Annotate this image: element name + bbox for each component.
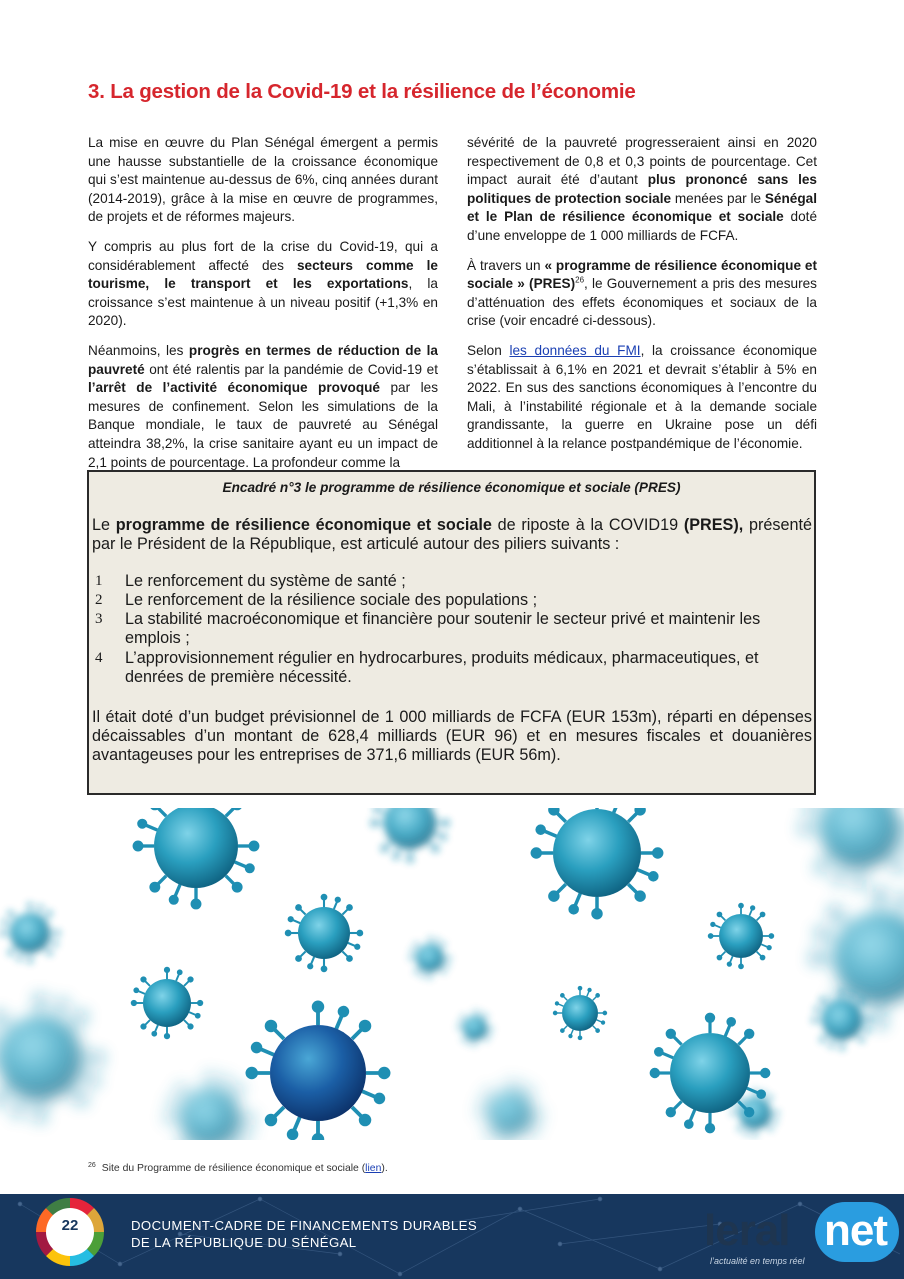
paragraph: À travers un « programme de résilience économique et sociale » (PRES)$^{26}$, le Gouvernement a pris des mesures d’atténuation des effets économiques et sociaux de la crise (voir encadré ci-dessous). [467,257,818,329]
paragraph: La mise en œuvre du Plan Sénégal émergent a permis une hausse substantielle de la croissance économique qui s’est maintenue au-dessus de 6%, cinq années durant (2014-2019), grâce à la mise en œuvre de programmes, de projets et de réformes majeurs. [88,135,438,225]
paragraph: Néanmoins, les progrès en termes de réduction de la pauvreté ont été ralentis par la pandémie de Covid-19 et l’arrêt de l’activité économique provoqué par les mesures de confinement. Selon les simulations de la Banque mondiale, le taux de pauvreté au Sénégal atteindra 38,2%, la crise sanitaire ayant eu un impact de 2,1 points de pourcentage. La profondeur comme la [88,342,438,470]
footnote-link[interactable]: lien [365,1163,382,1174]
left-column [88,134,438,483]
footnote-ref[interactable]: 26 [575,275,585,285]
footnote: $^{26}$ Site du Programme de résilience économique et sociale (lien). [88,1161,388,1174]
leral-logo: leral net l’actualité en temps réel [704,1200,904,1279]
paragraph: Selon les données du FMI, la croissance économique s’établissait à 6,1% en 2021 et devrait s’établir à 5% en 2022. En sus des sanctions économiques à l’encontre du Mali, à l’instabilité régionale et à la demande sociale grandissante, la guerre en Ukraine pose un défi additionnel à la relance postpandémique de l’économie. [467,342,817,451]
footer-title: DOCUMENT-CADRE DE FINANCEMENTS DURABLES DE LA RÉPUBLIQUE DU SÉNÉGAL [131,1218,478,1250]
imf-data-link[interactable]: les données du FMI [509,342,641,358]
box-budget: Il était doté d’un budget prévisionnel de 1 000 milliards de FCFA (EUR 153m), réparti en dépenses décaissables d’un montant de 628,4 milliards (EUR 96) et en mesures fiscales et douanières avantageuses pour les entreprises de 371,6 milliards (EUR 56m). [92,708,812,765]
box-intro: Le programme de résilience économique et sociale de riposte à la COVID19 (PRES), présenté par le Président de la République, est articulé autour des piliers suivants : [92,516,812,554]
paragraph: sévérité de la pauvreté progresseraient ainsi en 2020 respectivement de 0,8 et 0,3 points de pourcentage. Cet impact aurait été d’autant plus prononcé sans les politiques de protection sociale menées par le Sénégal et le Plan de résilience économique et sociale doté d’une enveloppe de 1 000 milliards de FCFA. [467,135,818,243]
right-column [467,134,817,465]
page-footer [0,1194,904,1279]
coronavirus-image [0,808,904,1140]
section-heading: 3. La gestion de la Covid-19 et la résilience de l’économie [88,80,636,103]
virus-illustration [0,808,904,1140]
page-number: 22 [61,1217,79,1234]
box-title: Encadré n°3 le programme de résilience économique et sociale (PRES) [222,480,681,495]
pres-box: Encadré n°3 le programme de résilience économique et sociale (PRES) Le programme de résilience économique et sociale de riposte à la COVID19 (PRES), présenté par le Président de la République, est articulé autour des piliers suivants : 1 Le renforcement du système de santé ; 2 Le renforcement de la résilience sociale des populations ; 3 La stabilité macroéconomique et financière pour soutenir le secteur privé et maintenir les emplois ; 4 L’approvisionnement régulier en hydrocarbures, produits médicaux, pharmaceutiques, et denrées de première nécessité. Il était doté d’un budget prévisionnel de 1 000 milliards de FCFA (EUR 153m), réparti en dépenses décaissables d’un montant de 628,4 milliards (EUR 96) et en mesures fiscales et douanières avantageuses pour les entreprises de 371,6 milliards (EUR 56m). [87,470,816,795]
paragraph: Y compris au plus fort de la crise du Covid-19, qui a considérablement affecté des secteurs comme le tourisme, le transport et les exportations, la croissance s’est maintenue à un niveau positif (+1,3% en 2020). [88,238,438,329]
